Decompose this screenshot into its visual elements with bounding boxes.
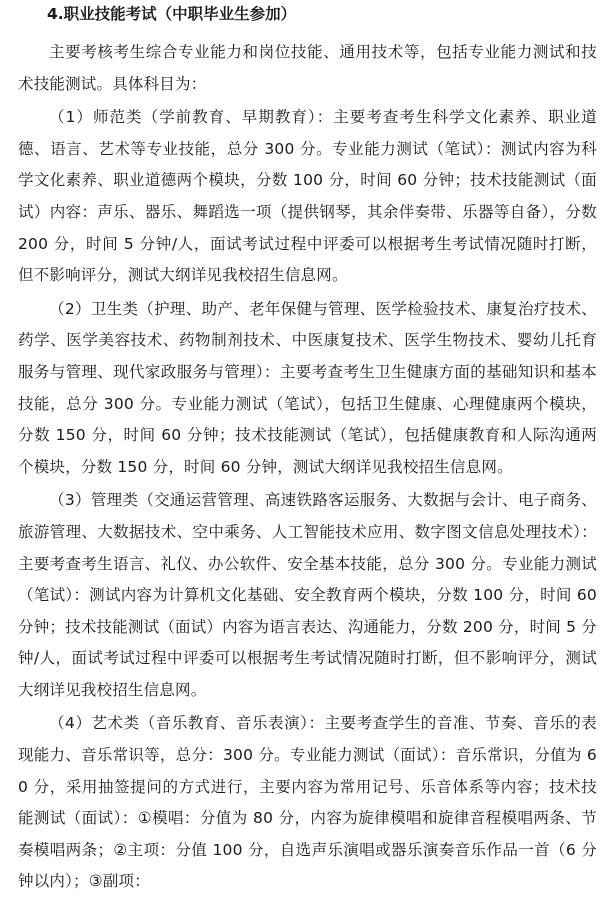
teacher-category-paragraph: （1）师范类（学前教育、早期教育）：主要考查考生科学文化素养、职业道德、语言、艺术等专业技能，总分 300 分。专业能力测试（笔试）：测试内容为科学文化素养、职业道德两个模块，分数 100 分，时间 60 分钟；技术技能测试（面试）内容：声乐、器乐、舞蹈选一项（提供钢琴，其余伴奏带、乐器等自备），分数 200 分，时间 5 分钟/人，面试考试过程中评委可以根据考生考试情况随时打断，但不影响评分，测试大纲详见我校招生信息网。 (18, 108, 597, 285)
intro-paragraph: 主要考核考生综合专业能力和岗位技能、通用技术等，包括专业能力测试和技术技能测试。具体科目为： (18, 43, 597, 93)
management-category-paragraph: （3）管理类（交通运营管理、高速铁路客运服务、大数据与会计、电子商务、旅游管理、大数据技术、空中乘务、人工智能技术应用、数字图文信息处理技术）：主要考查考生语言、礼仪、办公软件、安全基本技能，总分 300 分。专业能力测试（笔试）：测试内容为计算机文化基础、安全教育两个模块，分数 100 分，时间 60 分钟；技术技能测试（面试）内容为语言表达、沟通能力，分数 200 分，时间 5 分钟/人，面试考试过程中评委可以根据考生考试情况随时打断，但不影响评分，测试大纲详见我校招生信息网。 (18, 491, 597, 699)
section-heading: 4.职业技能考试（中职毕业生参加） (47, 5, 297, 23)
health-category-paragraph: （2）卫生类（护理、助产、老年保健与管理、医学检验技术、康复治疗技术、药学、医学美容技术、药物制剂技术、中医康复技术、医学生物技术、婴幼儿托育服务与管理、现代家政服务与管理）：主要考查考生卫生健康方面的基础知识和基本技能，总分 300 分。专业能力测试（笔试），包括卫生健康、心理健康两个模块，分数 150 分，时间 60 分钟；技术技能测试（笔试），包括健康教育和人际沟通两个模块，分数 150 分，时间 60 分钟，测试大纲详见我校招生信息网。 (18, 299, 597, 476)
art-category-paragraph: （4）艺术类（音乐教育、音乐表演）：主要考查学生的音准、节奏、音乐的表现能力、音乐常识等，总分：300 分。专业能力测试（面试）：音乐常识，分值为 60 分，采用抽签提问的方式进行，主要内容为常用记号、乐音体系等内容；技术技能测试（面试）：①模唱：分值为 80 分，内容为旋律模唱和旋律音程模唱两条、节奏模唱两条；②主项：分值 100 分，自选声乐演唱或器乐演奏音乐作品一首（6 分钟以内）；③副项： (18, 714, 597, 891)
